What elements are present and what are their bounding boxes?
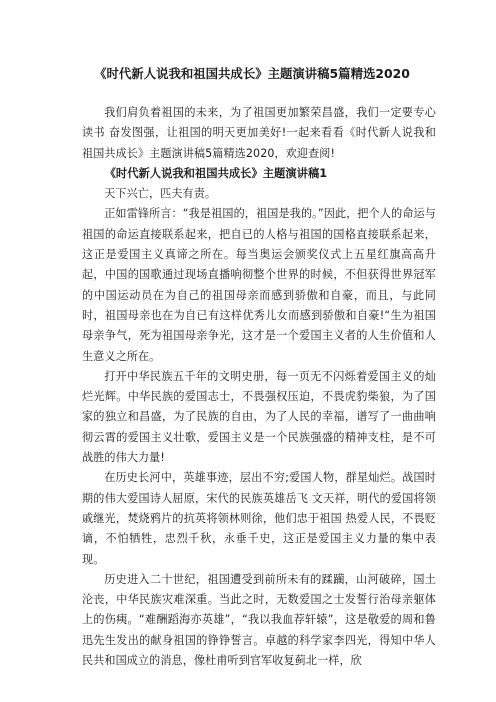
body-paragraph: 历史进入二十世纪，祖国遭受到前所未有的蹂躏，山河破碎，国土沦丧，中华民族灾难深重。当此之时，无数爱国之士发誓行治母亲躯体上的伤痍。“难酬蹈海亦英雄”，“我以我血荐轩辕”，这是敬爱的周和鲁迅先生发出的献身祖国的铮铮誓言。卓越的科学家李四光，得知中华人民共和国成立的消息，像杜甫听到官军收复蓟北一样，欣 bbox=[82, 572, 436, 668]
body-paragraph: 在历史长河中，英雄事迹，层出不穷;爱国人物，群星灿烂。战国时期的伟大爱国诗人屈原，宋代的民族英雄岳飞 文天祥，明代的爱国将领戚继光，焚烧鸦片的抗英将领林则徐，他们忠于祖国 热爱人民，不畏贬谪，不怕牺牲，忠烈千秋，永垂千史，这正是爱国主义力量的集中表现。 bbox=[82, 471, 436, 566]
document-title: 《时代新人说我和祖国共成长》主题演讲稿5篇精选2020 bbox=[94, 66, 410, 81]
body-paragraph: 天下兴亡，匹夫有责。 bbox=[104, 187, 217, 201]
section-heading: 《时代新人说我和祖国共成长》主题演讲稿1 bbox=[104, 166, 328, 180]
body-paragraph: 打开中华民族五千年的文明史册，每一页无不闪烁着爱国主义的灿烂光辉。中华民族的爱国志士，不畏强权压迫，不畏虎豹柴狼，为了国家的独立和昌盛，为了民族的自由，为了人民的幸福，谱写了一曲曲响彻云霄的爱国主义壮歌，爱国主义是一个民族强盛的精神支柱，是不可战胜的伟大力量! bbox=[82, 369, 436, 465]
intro-paragraph: 我们肩负着祖国的未来，为了祖国更加繁荣昌盛，我们一定要专心读书 奋发图强，让祖国的明天更加美好!一起来看看《时代新人说我和祖国共成长》主题演讲稿5篇精选2020，欢迎查阅! bbox=[82, 106, 436, 160]
body-paragraph: 正如雷锋所言：“我是祖国的，祖国是我的。”因此，把个人的命运与祖国的命运直接联系起来，把自已的人格与祖国的国格直接联系起来，这正是爱国主义真谛之所在。每当奥运会颁奖仪式上五星红旗高高升起，中国的国歌通过现场直播响彻整个世界的时候，不但获得世界冠军的中国运动员在为自己的祖国母亲而感到骄傲和自豪，而且，与此同时，祖国母亲也在为自已有这样优秀儿女而感到骄傲和自豪!“生为祖国母亲争气，死为祖国母亲争光，这才是一个爱国主义者的人生价值和人生意义之所在。 bbox=[82, 207, 436, 363]
